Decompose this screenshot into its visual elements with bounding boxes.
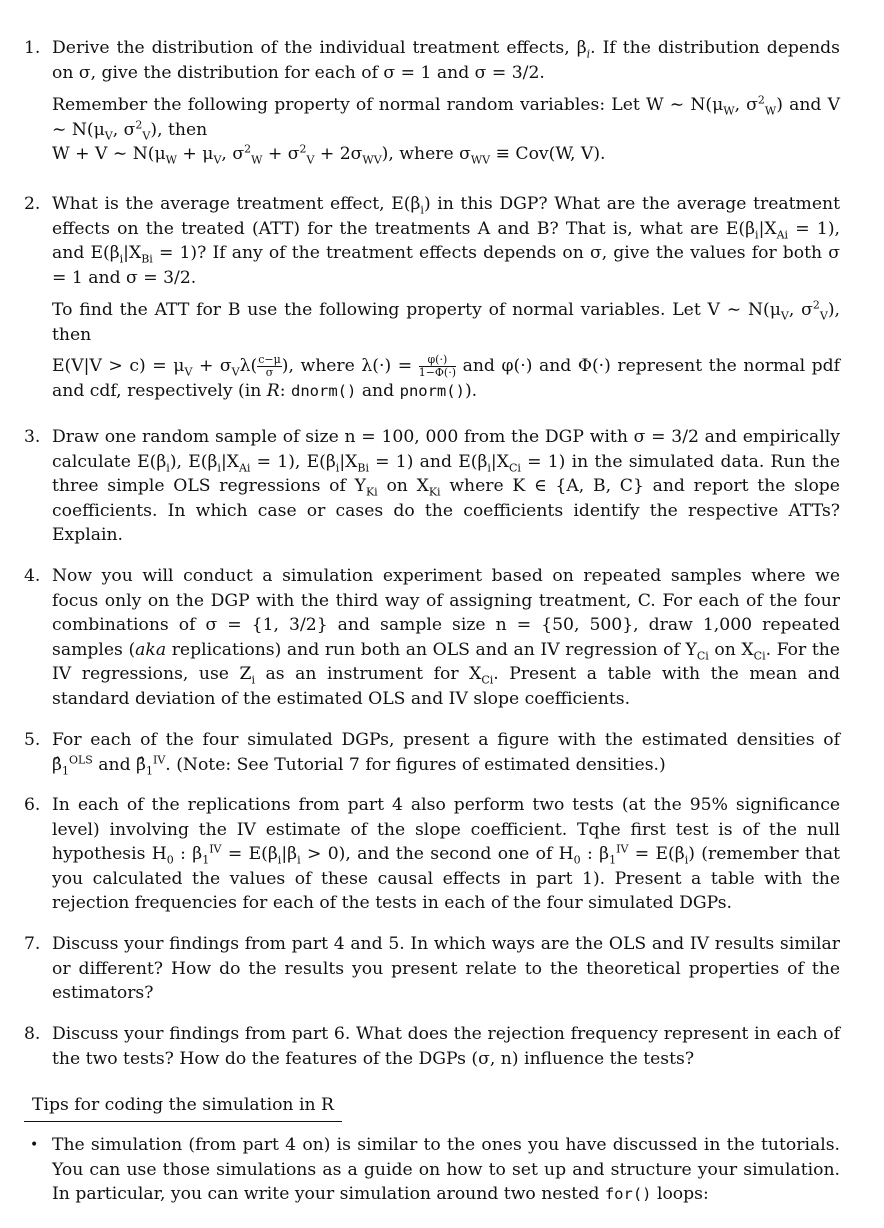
question-5 [24, 728, 840, 777]
question-number: 1. [24, 38, 41, 58]
property-note: To find the ATT for B use the following property of normal variables. Let V ∼ $N(\mu_V$, $\sigma^2_V$), then [52, 298, 840, 345]
question-text: For each of the four simulated DGPs, present a figure with the estimated densities of $\betâ_1^{OLS}$ and $\betâ_1^{IV}$. (Note: See Tutorial 7 for figures of estimated densities.) [52, 730, 840, 778]
question-number: 7. [24, 934, 41, 954]
question-8 [24, 1022, 840, 1071]
question-number: 4. [24, 566, 41, 586]
tips-underline [24, 1121, 342, 1122]
question-text: Now you will conduct a simulation experiment based on repeated samples where we focus only on the DGP with the third way of assigning treatment, C. For each of the four combinations of σ = {1, 3/2} and sample size n = {50, 500}, draw 1,000 repeated samples (aka replications) and run both an OLS and an IV regression of $Y_{Ci}$ on $X_{Ci}$. For the IV regressions, use $Z_i$ as an instrument for $X_{Ci}$. Present a table with the mean and standard deviation of the estimated OLS and IV slope coefficients. [52, 566, 841, 709]
question-6 [24, 793, 840, 916]
question-7 [24, 932, 840, 1006]
question-4 [24, 564, 840, 712]
sum-formula: W + V ∼ $N(\mu_W + \mu_V$, $\sigma^2_W + \sigma^2_V + 2\sigma_{WV}$), where $\sigma_{WV} \equiv Cov(W$, V). [52, 142, 606, 167]
tips-bullet-item [30, 1133, 840, 1207]
question-text: Derive the distribution of the individual treatment effects, $\beta_i$. If the distribution depends on σ, give the distribution for each of σ = 1 and σ = 3/2. [52, 38, 840, 83]
property-note: Remember the following property of normal random variables: Let W ∼ $N(\mu_W$, $\sigma^2_W$) and V ∼ $N(\mu_V$, $\sigma^2_V$), then [52, 93, 840, 143]
question-text: What is the average treatment effect, $E(\beta_i)$ in this DGP? What are the average treatment effects on the treated (ATT) for the treatments A and B? That is, what are $E(\beta_i|X_{Ai} = 1)$, and $E(\beta_i|X_{Bi} = 1)$? If any of the treatment effects depends on σ, give the values for both σ = 1 and σ = 3/2. [52, 194, 840, 288]
question-text: In each of the replications from part 4 also perform two tests (at the 95% significance level) involving the IV estimate of the slope coefficient. Tqhe first test is of the null hypothesis $H_0$ : $\beta_1^{IV} = E(\beta_i|\beta_i > 0)$, and the second one of $H_0$ : $\beta_1^{IV} = E(\beta_i)$ (remember that you calculated the values of these causal effects in part 1). Present a table with the rejection frequencies for each of the tests in each of the four simulated DGPs. [52, 795, 841, 914]
question-text: Discuss your findings from part 6. What does the rejection frequency represent in each of the two tests? How do the features of the DGPs (σ, n) influence the tests? [52, 1024, 840, 1069]
question-number: 8. [24, 1024, 41, 1044]
question-number: 6. [24, 795, 41, 815]
question-2 [24, 192, 840, 403]
conditional-mean-formula: $E(V|V > c) = \mu_V + \sigma_V\lambda$( $\frac{c-\mu}{\sigma}$ ), where λ(·) = $\frac{\varphi(\cdot)}{1-\Phi(\cdot)}$ and φ(·) and Φ(·) represent the normal pdf and cdf, respectively (in R: dnorm() and pnorm()). [52, 352, 841, 401]
bullet-marker: • [30, 1137, 39, 1153]
tips-heading: Tips for coding the simulation in R [32, 1095, 334, 1115]
question-text: Draw one random sample of size n = 100, 000 from the DGP with σ = 3/2 and empirically calculate $E(\beta_i)$, $E(\beta_i|X_{Ai} = 1)$, $E(\beta_i|X_{Bi} = 1)$ and $E(\beta_i|X_{Ci} = 1)$ in the simulated data. Run the three simple OLS regressions of $Y_{Ki}$ on $X_{Ki}$ where K ∈ {A, B, C} and report the slope coefficients. In which case or cases do the coefficients identify the respective ATTs? Explain. [52, 427, 840, 546]
question-number: 3. [24, 427, 41, 447]
question-1 [24, 36, 840, 167]
question-text: Discuss your findings from part 4 and 5. In which ways are the OLS and IV results similar or different? How do the results you present relate to the theoretical properties of the estimators? [52, 934, 840, 1004]
question-3 [24, 425, 840, 548]
tips-text: The simulation (from part 4 on) is similar to the ones you have discussed in the tutorials. You can use those simulations as a guide on how to set up and structure your simulation. In particular, you can write your simulation around two nested for() loops: [52, 1135, 840, 1205]
question-number: 2. [24, 194, 41, 214]
question-number: 5. [24, 730, 41, 750]
